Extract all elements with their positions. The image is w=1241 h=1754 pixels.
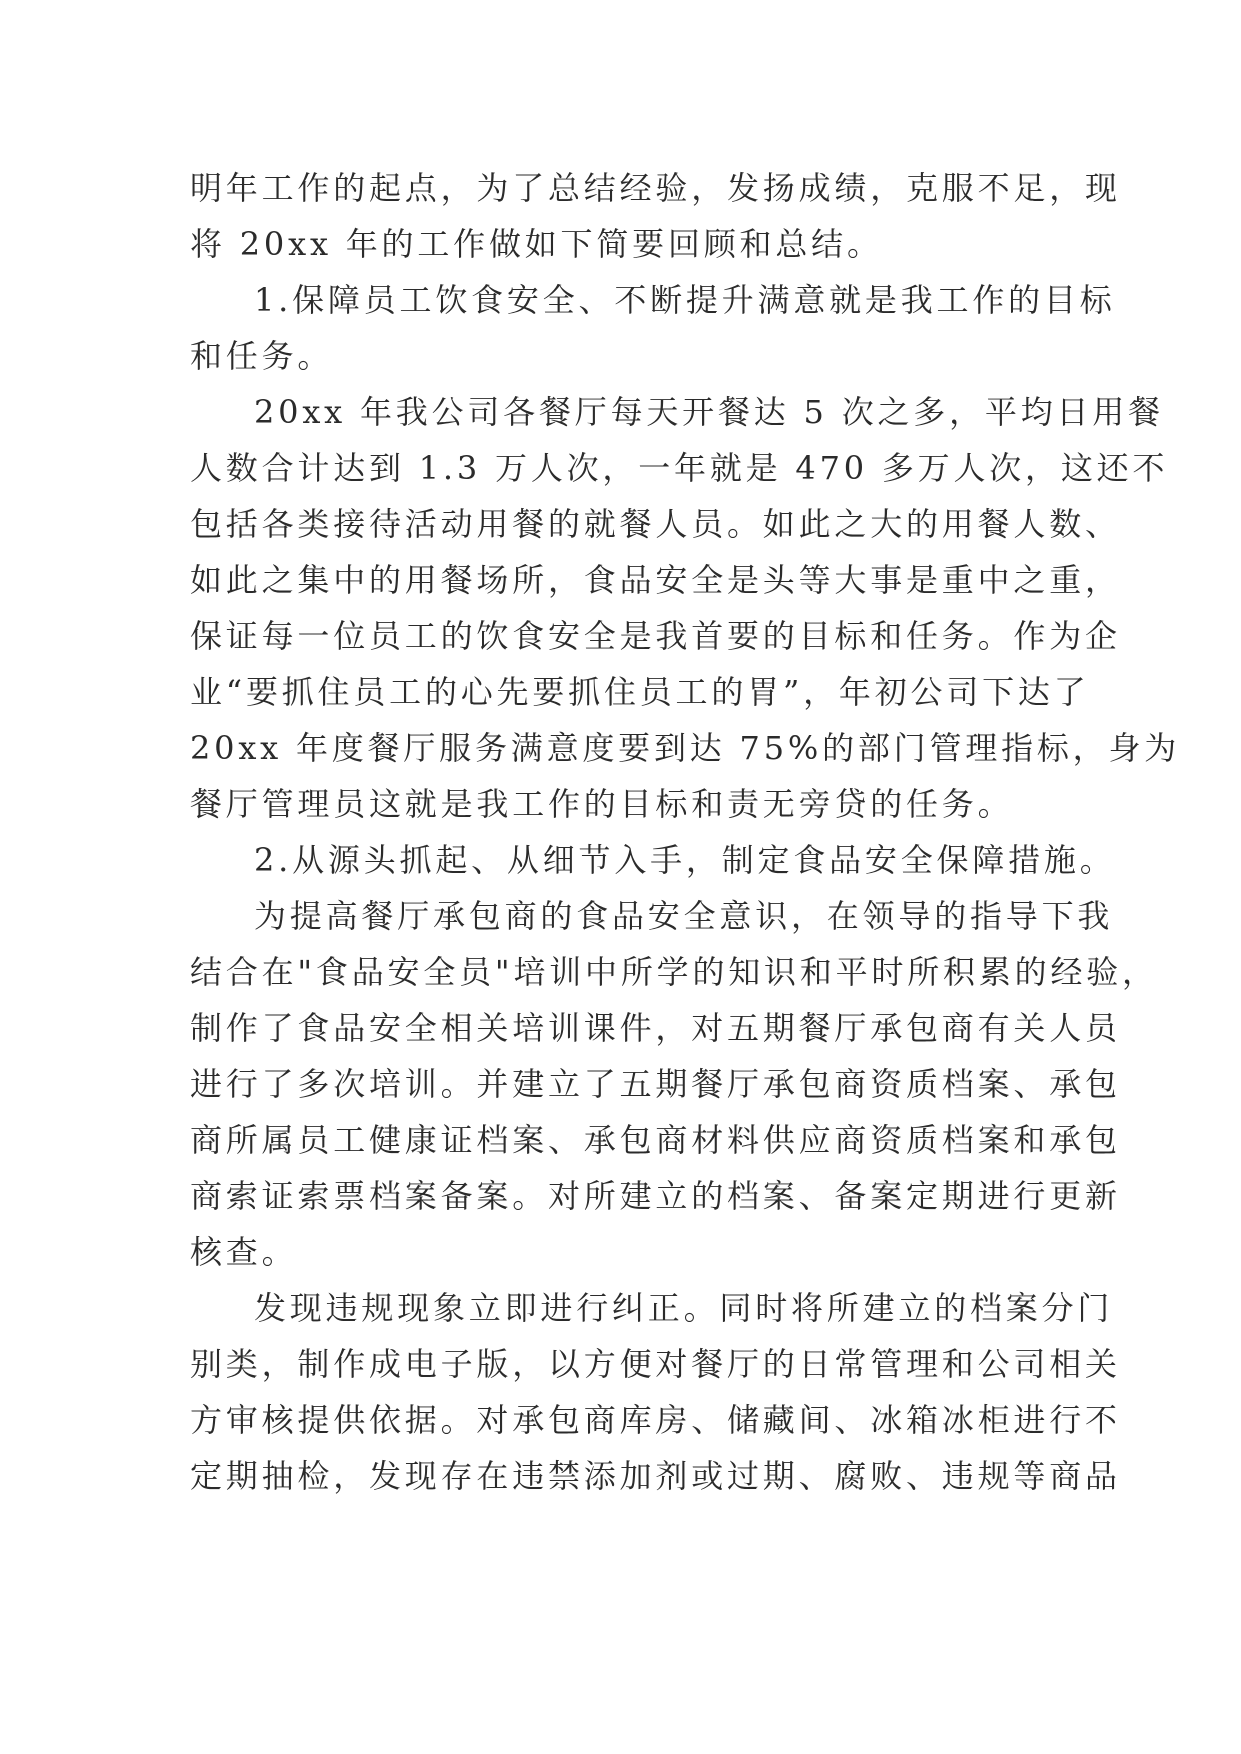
text-line: 进行了多次培训。并建立了五期餐厅承包商资质档案、承包 — [190, 1065, 1121, 1103]
text-line: 商索证索票档案备案。对所建立的档案、备案定期进行更新 — [190, 1177, 1121, 1215]
text-line: 业“要抓住员工的心先要抓住员工的胃”，年初公司下达了 — [190, 673, 1090, 711]
text-line: 包括各类接待活动用餐的就餐人员。如此之大的用餐人数、 — [190, 505, 1121, 543]
text-line: 别类，制作成电子版，以方便对餐厅的日常管理和公司相关 — [190, 1345, 1121, 1383]
document-body — [190, 160, 1181, 1504]
section-heading-2: 2.从源头抓起、从细节入手，制定食品安全保障措施。 — [254, 841, 1116, 879]
paragraph-start: 20xx 年我公司各餐厅每天开餐达 5 次之多，平均日用餐 — [254, 393, 1164, 431]
text-line: 方审核提供依据。对承包商库房、储藏间、冰箱冰柜进行不 — [190, 1401, 1121, 1439]
text-line: 和任务。 — [190, 337, 334, 375]
text-line: 定期抽检，发现存在违禁添加剂或过期、腐败、违规等商品 — [190, 1457, 1121, 1495]
text-line: 制作了食品安全相关培训课件，对五期餐厅承包商有关人员 — [190, 1009, 1121, 1047]
text-line: 商所属员工健康证档案、承包商材料供应商资质档案和承包 — [190, 1121, 1121, 1159]
text-line: 结合在"食品安全员"培训中所学的知识和平时所积累的经验， — [190, 953, 1158, 991]
text-line: 保证每一位员工的饮食安全是我首要的目标和任务。作为企 — [190, 617, 1121, 655]
text-line: 将 20xx 年的工作做如下简要回顾和总结。 — [190, 225, 883, 263]
text-line: 核查。 — [190, 1233, 298, 1271]
text-line: 如此之集中的用餐场所，食品安全是头等大事是重中之重， — [190, 561, 1121, 599]
text-line: 20xx 年度餐厅服务满意度要到达 75%的部门管理指标，身为 — [190, 729, 1181, 767]
text-line: 人数合计达到 1.3 万人次，一年就是 470 多万人次，这还不 — [190, 449, 1169, 487]
paragraph-start: 为提高餐厅承包商的食品安全意识，在领导的指导下我 — [254, 897, 1114, 935]
paragraph-start: 发现违规现象立即进行纠正。同时将所建立的档案分门 — [254, 1289, 1114, 1327]
section-heading-1: 1.保障员工饮食安全、不断提升满意就是我工作的目标 — [254, 281, 1116, 319]
text-line: 明年工作的起点，为了总结经验，发扬成绩，克服不足，现 — [190, 169, 1121, 207]
text-line: 餐厅管理员这就是我工作的目标和责无旁贷的任务。 — [190, 785, 1014, 823]
